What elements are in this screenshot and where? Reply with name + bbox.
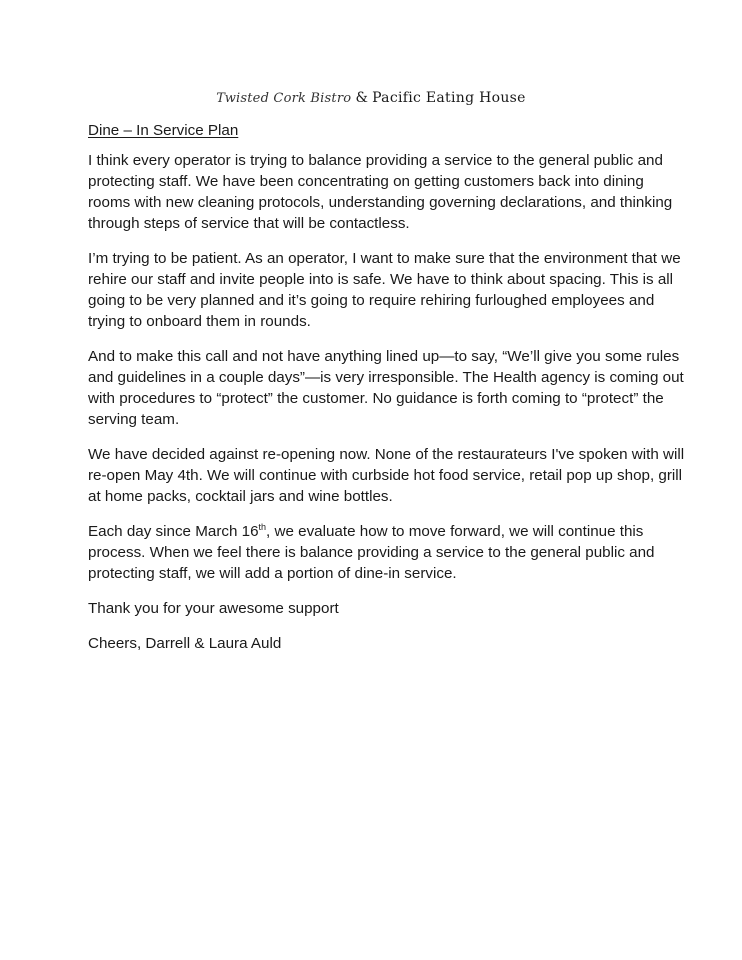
paragraph-decision: We have decided against re-opening now. None of the restaurateurs I've spoken with will re-open May 4th. We will continue with curbside hot food service, retail pop up shop, grill at home packs, cocktail jars and wine bottles. [88, 446, 685, 505]
document-title: Dine – In Service Plan [88, 122, 239, 139]
paragraph-patience: I’m trying to be patient. As an operator, I want to make sure that the environment that we rehire our staff and invite people into is safe. We have to think about spacing. This is all going to be very planned and it’s going to require rehiring furloughed employees and trying to onboard them in rounds. [88, 250, 681, 330]
letterhead-ampersand: & [355, 90, 368, 106]
letter-body [88, 150, 688, 668]
each-day-rest: , we evaluate how to move forward, we will continue this process. When we feel there is balance providing a service to the general public and protecting staff, we will add a portion of dine-in service. [88, 523, 655, 582]
ordinal-suffix: th [258, 521, 267, 532]
paragraph-irresponsible: And to make this call and not have anything lined up—to say, “We’ll give you some rules and guidelines in a couple days”—is very irresponsible. The Health agency is coming out with procedures to “protect” the customer. No guidance is forth coming to “protect” the serving team. [88, 348, 684, 428]
each-day-start: Each day since March 16 [88, 523, 259, 540]
paragraph-each-day [88, 521, 688, 584]
thanks-line: Thank you for your awesome support [88, 600, 339, 617]
letterhead-eating-house-name: Pacific Eating House [372, 90, 526, 106]
signoff-line: Cheers, Darrell & Laura Auld [88, 635, 282, 652]
letterhead-bistro-name: Twisted Cork Bistro [216, 91, 352, 106]
paragraph-balance: I think every operator is trying to balance providing a service to the general public and protecting staff. We have been concentrating on getting customers back into dining rooms with new cleaning protocols, understanding governing declarations, and thinking through steps of service that will be contactless. [88, 152, 673, 232]
letterhead [0, 89, 742, 106]
